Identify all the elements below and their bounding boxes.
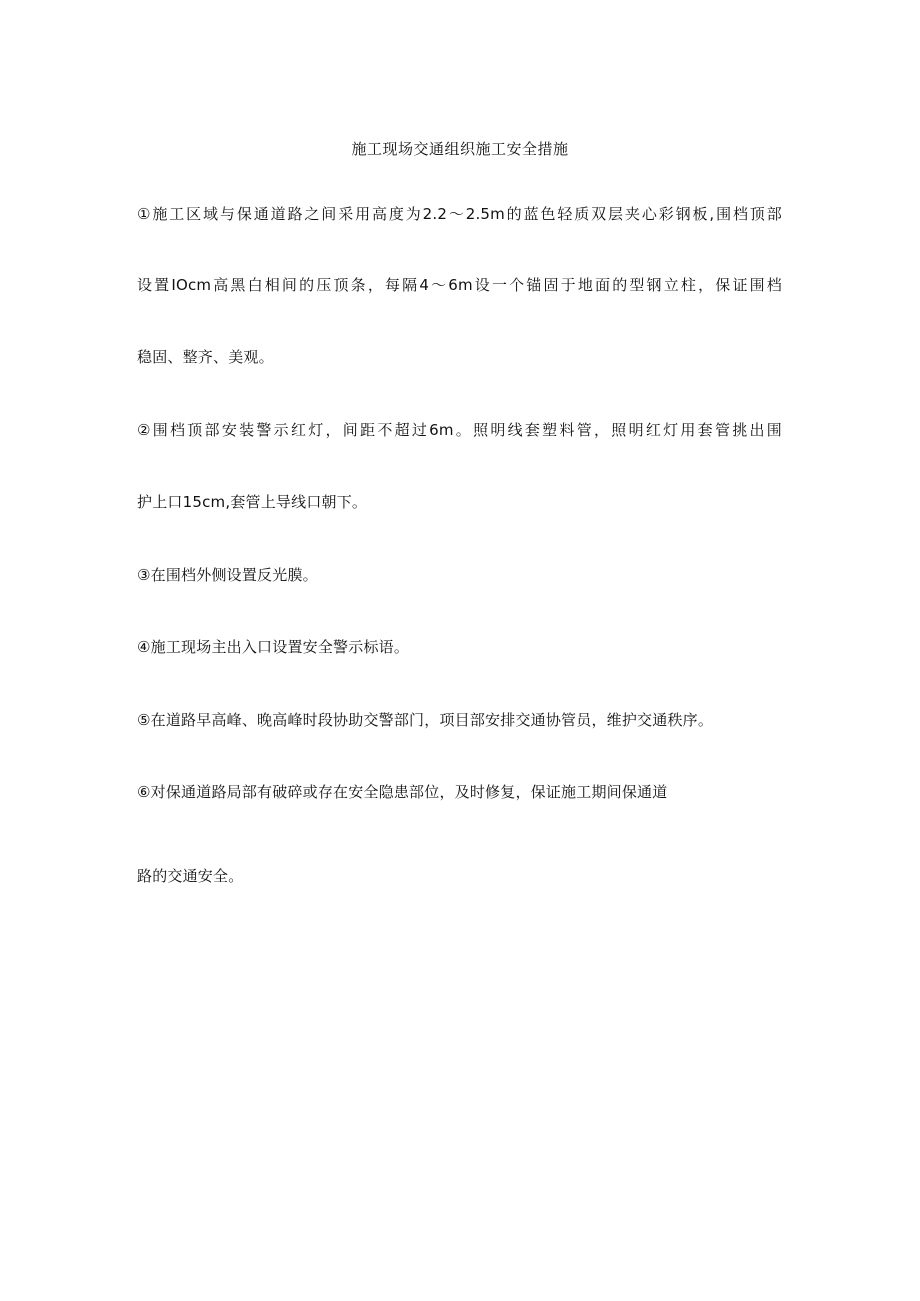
- paragraph-1-line-1: ①施工区域与保通道路之间采用高度为2.2～2.5m的蓝色轻质双层夹心彩钢板,围档顶部: [137, 205, 782, 223]
- paragraph-6-line-1: ⑥对保通道路局部有破碎或存在安全隐患部位，及时修复，保证施工期间保通道: [137, 783, 668, 801]
- paragraph-4: ④施工现场主出入口设置安全警示标语。: [137, 638, 410, 656]
- paragraph-2-line-1: ②围档顶部安装警示红灯，间距不超过6m。照明线套塑料管，照明红灯用套管挑出围: [137, 421, 782, 439]
- paragraph-5: ⑤在道路早高峰、晚高峰时段协助交警部门，项目部安排交通协管员，维护交通秩序。: [137, 711, 714, 729]
- document-title: 施工现场交通组织施工安全措施: [351, 140, 569, 158]
- paragraph-1-line-2: 设置IOcm高黑白相间的压顶条，每隔4～6m设一个锚固于地面的型钢立柱，保证围档: [137, 276, 782, 294]
- paragraph-3: ③在围档外侧设置反光膜。: [137, 566, 318, 584]
- paragraph-6-line-2: 路的交通安全。: [137, 867, 244, 885]
- paragraph-2-line-2: 护上口15cm,套管上导线口朝下。: [137, 493, 368, 511]
- paragraph-1-line-3: 稳固、整齐、美观。: [137, 348, 274, 366]
